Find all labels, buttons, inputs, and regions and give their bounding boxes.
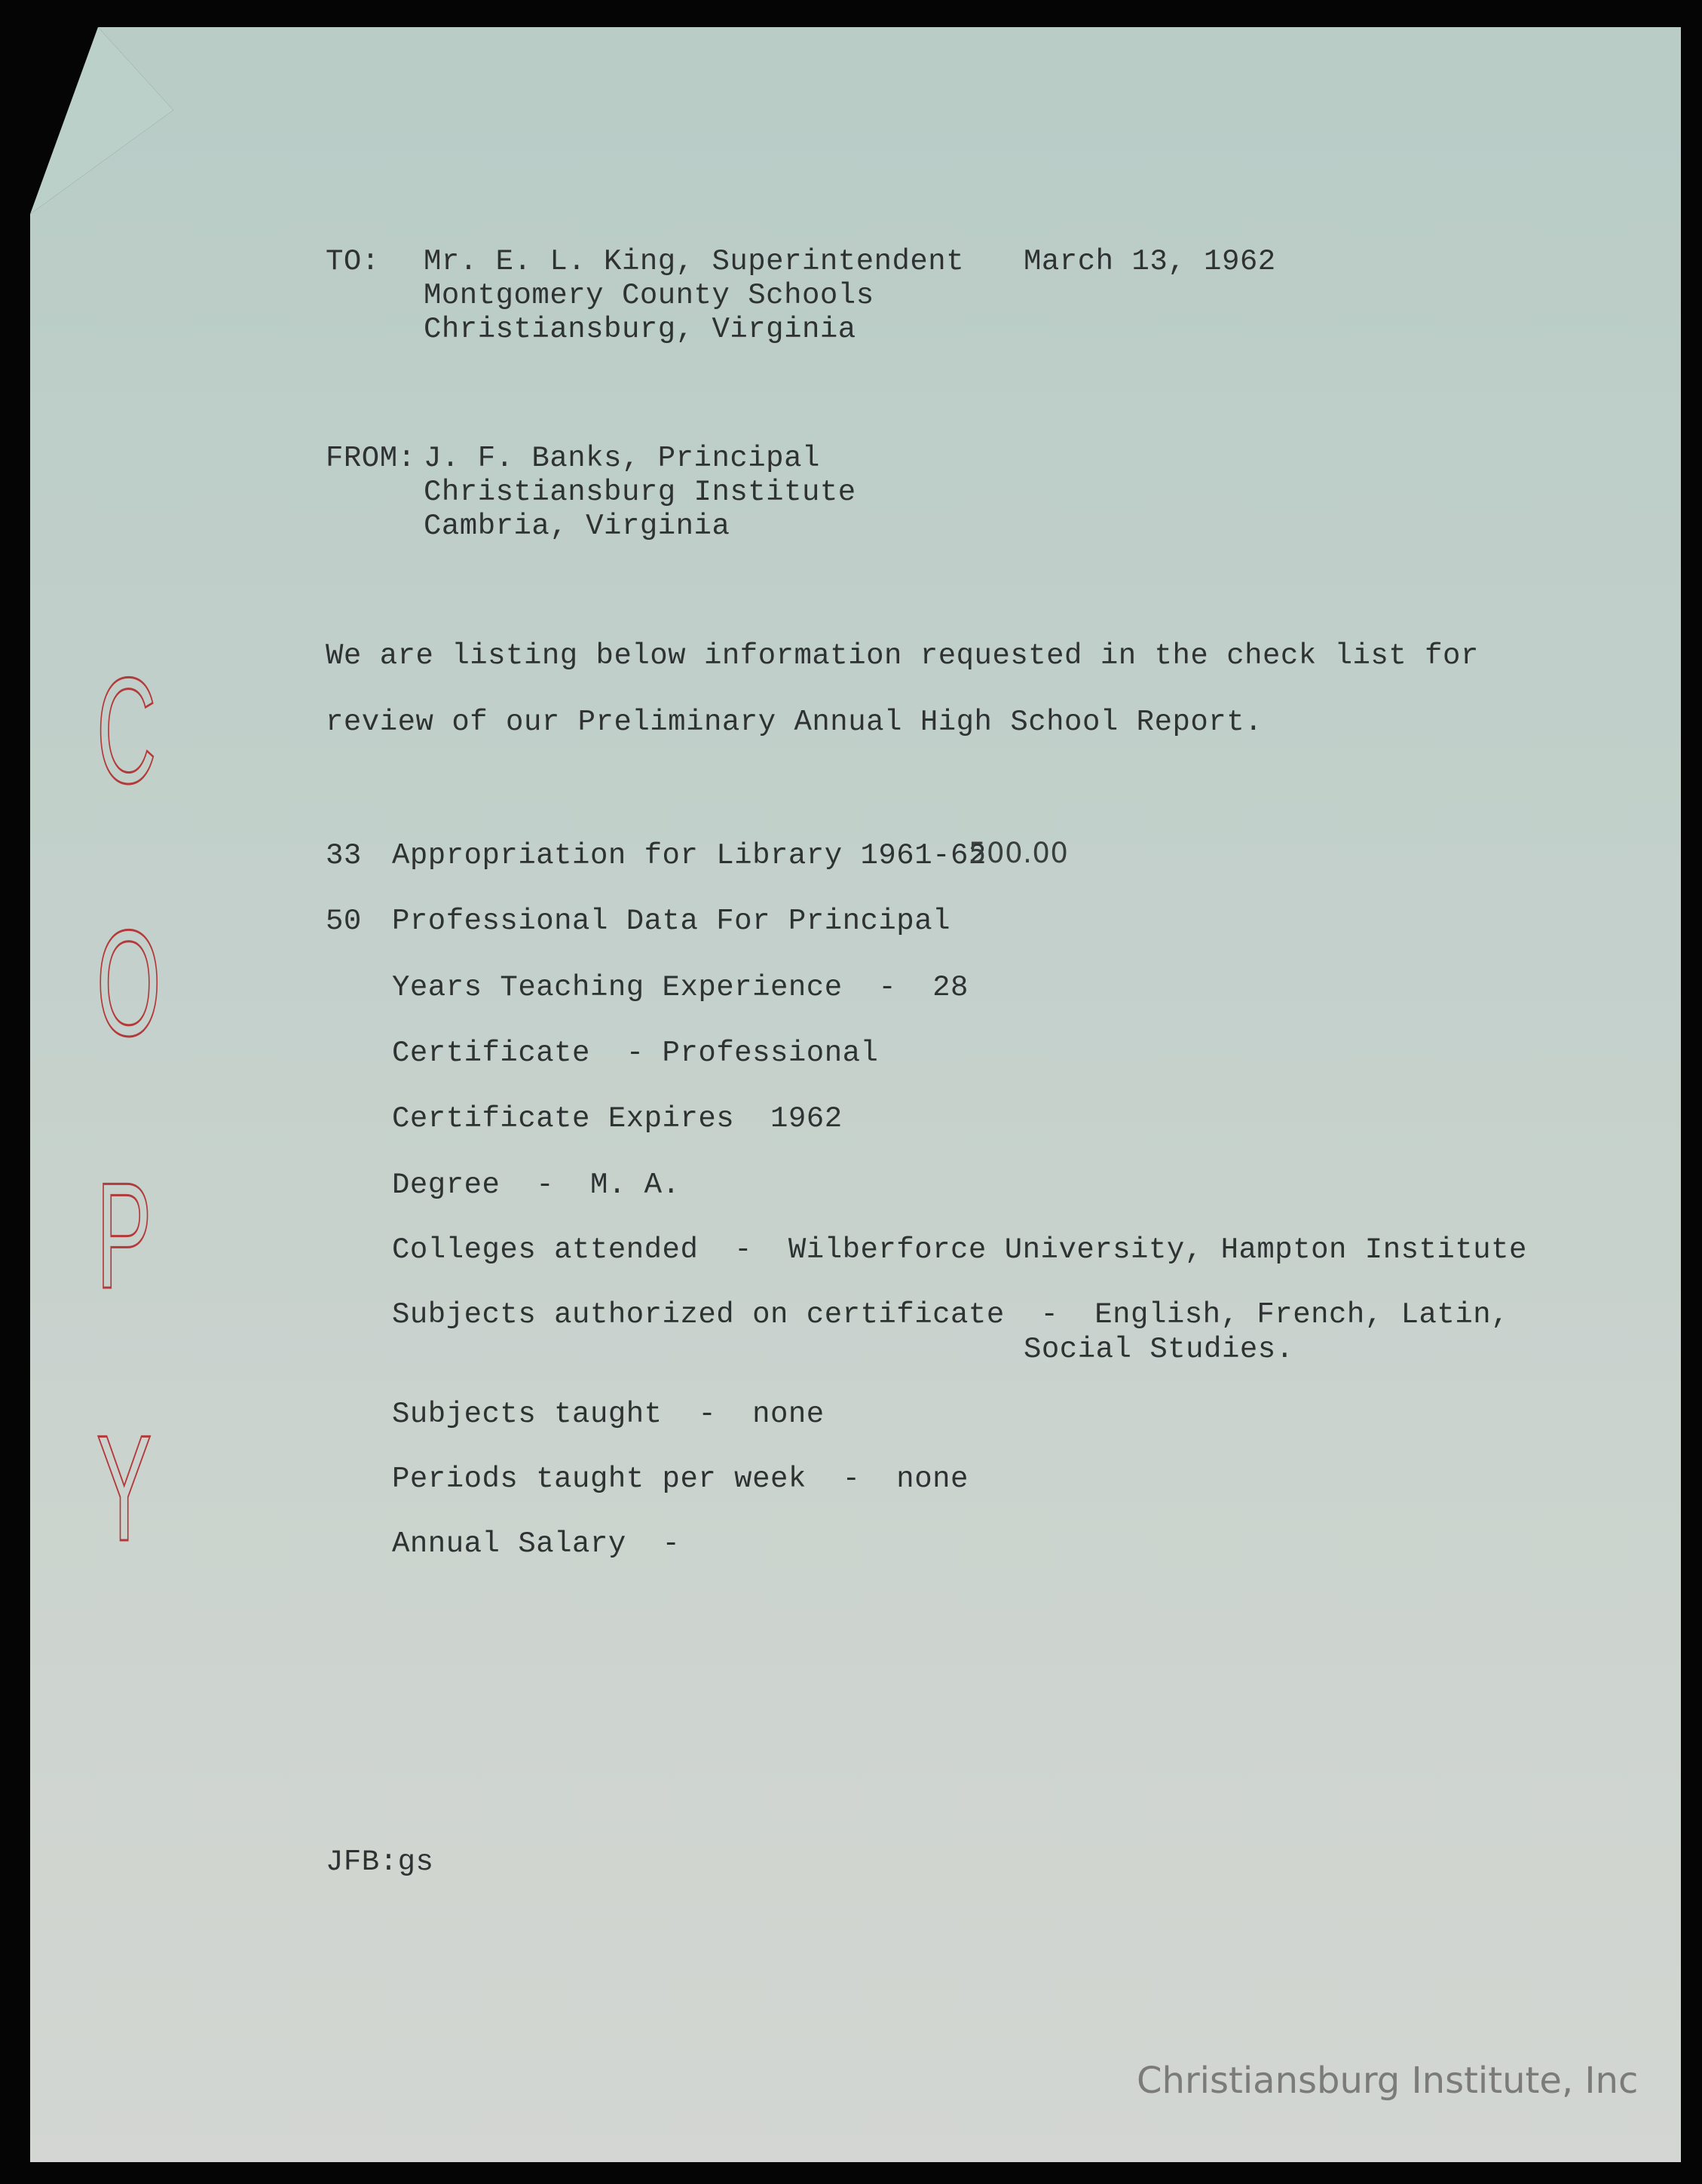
- paper-sheet: [30, 27, 1681, 2162]
- detail-line: Colleges attended - Wilberforce University, Hampton Institute: [392, 1233, 1527, 1267]
- item-text: Appropriation for Library 1961-62: [392, 839, 987, 872]
- detail-line: Years Teaching Experience - 28: [392, 971, 969, 1004]
- detail-line: Annual Salary -: [392, 1527, 681, 1561]
- from-line-3: Cambria, Virginia: [424, 510, 730, 543]
- watermark: Christiansburg Institute, Inc: [1137, 2060, 1639, 2102]
- stamp-letter: C: [96, 647, 157, 815]
- detail-line-continued: Social Studies.: [1024, 1333, 1294, 1366]
- detail-line: Degree - M. A.: [392, 1169, 681, 1202]
- to-line-3: Christiansburg, Virginia: [424, 313, 856, 346]
- stamp-letter: P: [96, 1152, 152, 1320]
- typist-initials: JFB:gs: [326, 1846, 434, 1879]
- handwritten-amount: 500.00: [969, 837, 1069, 869]
- item-number: 50: [326, 905, 362, 938]
- detail-line: Certificate - Professional: [392, 1037, 879, 1070]
- letter-date: March 13, 1962: [1024, 245, 1276, 278]
- from-label: FROM:: [326, 442, 416, 475]
- intro-line-2: review of our Preliminary Annual High School Report.: [326, 706, 1263, 739]
- detail-line: Subjects taught - none: [392, 1398, 825, 1431]
- stamp-letter: O: [96, 899, 161, 1067]
- from-line-1: J. F. Banks, Principal: [424, 442, 820, 475]
- intro-line-1: We are listing below information requested in the check list for: [326, 639, 1479, 672]
- to-line-1: Mr. E. L. King, Superintendent: [424, 245, 965, 278]
- from-line-2: Christiansburg Institute: [424, 476, 856, 509]
- detail-line: Certificate Expires 1962: [392, 1102, 843, 1135]
- to-label: TO:: [326, 245, 380, 278]
- detail-line: Periods taught per week - none: [392, 1463, 969, 1496]
- item-text: Professional Data For Principal: [392, 905, 951, 938]
- item-number: 33: [326, 839, 362, 872]
- copy-stamp: [96, 647, 187, 1666]
- stamp-letter: Y: [96, 1404, 152, 1573]
- detail-line: Subjects authorized on certificate - English, French, Latin,: [392, 1298, 1510, 1331]
- to-line-2: Montgomery County Schools: [424, 279, 874, 312]
